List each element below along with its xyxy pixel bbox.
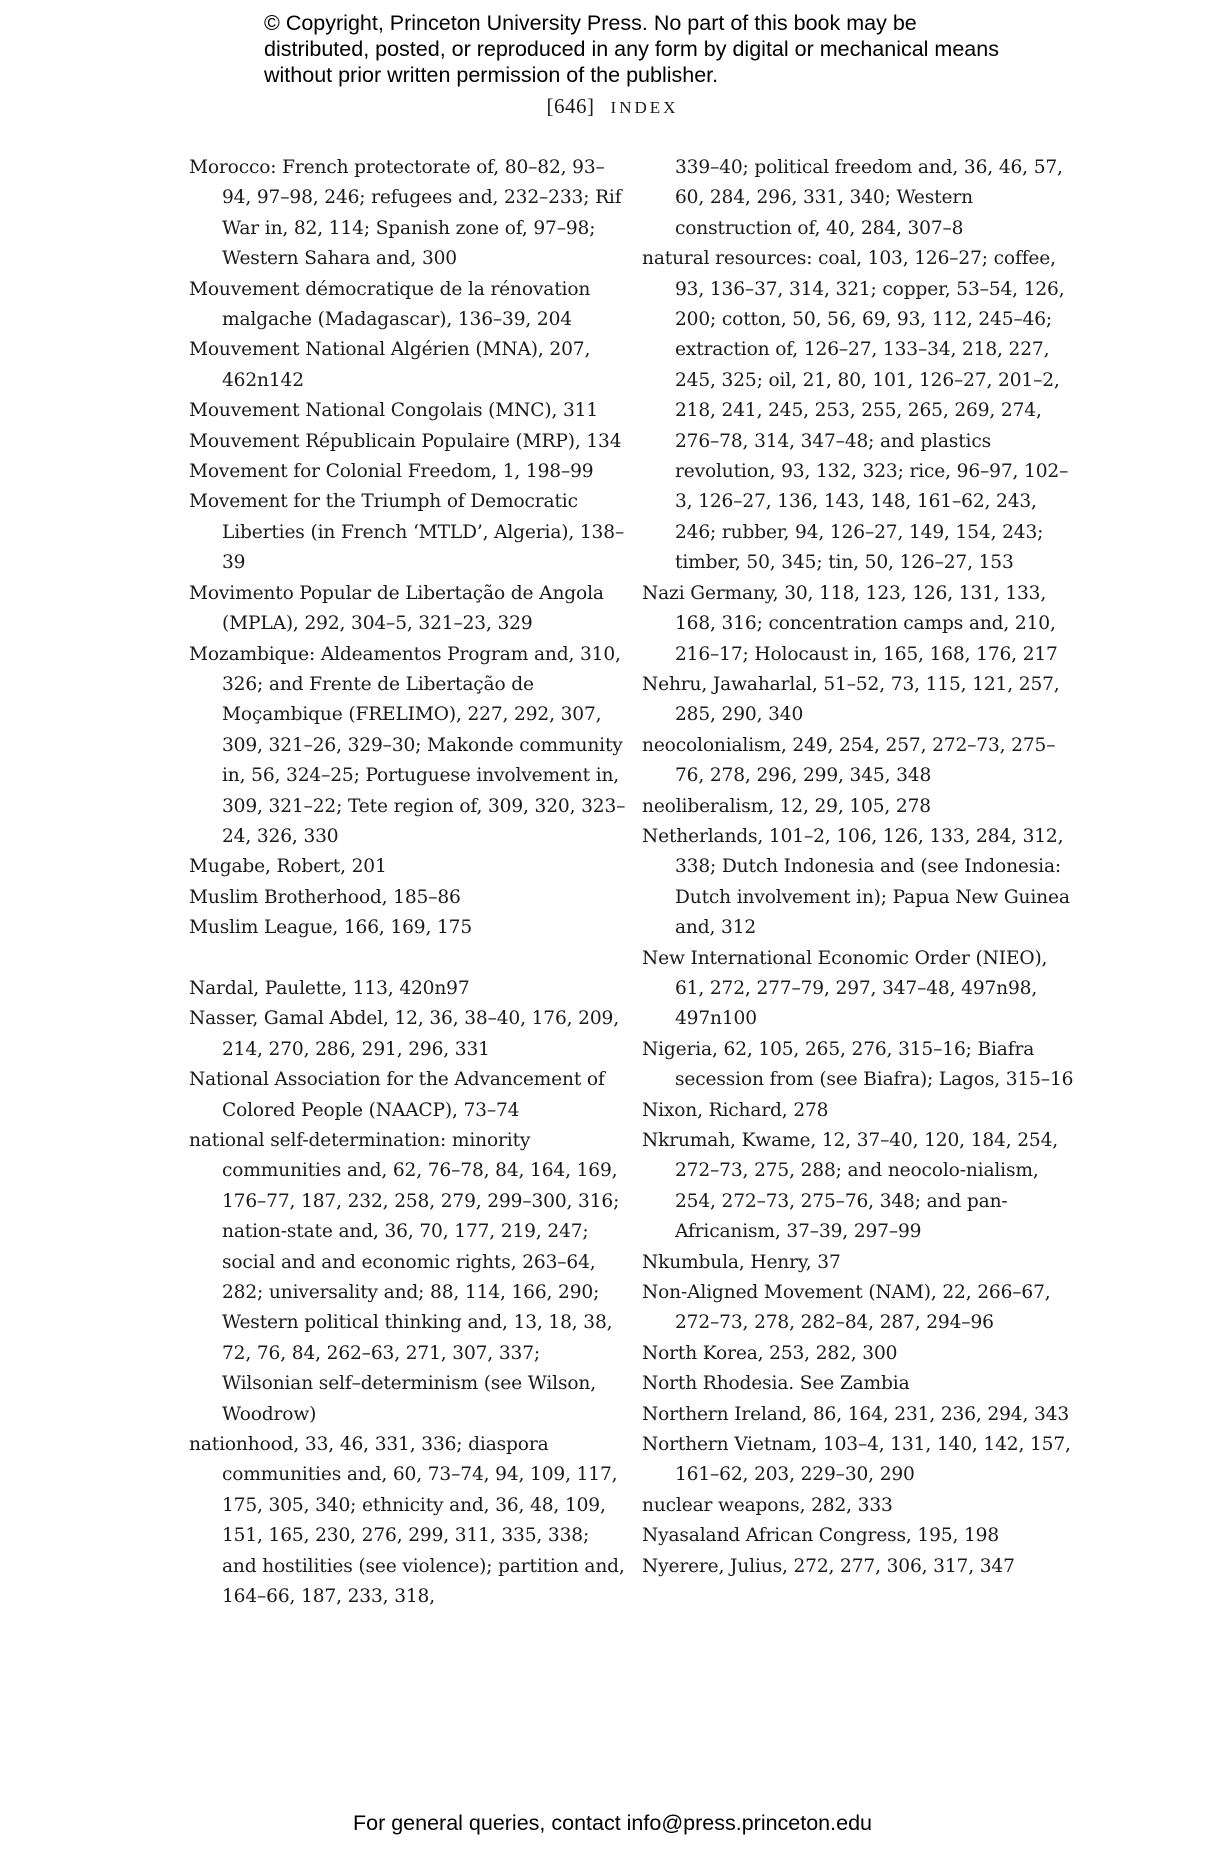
index-entry: Muslim League, 166, 169, 175 [189, 917, 473, 939]
index-entry: Movimento Popular de Libertação de Angola (MPLA), 292, 304–5, 321–23, 329 [189, 582, 604, 635]
index-column-left [189, 153, 629, 1612]
index-entry: Nixon, Richard, 278 [642, 1099, 829, 1121]
index-entry: New International Economic Order (NIEO), 61, 272, 277–79, 297, 347–48, 497n98, 497n100 [642, 947, 1048, 1030]
index-entry: Mugabe, Robert, 201 [189, 856, 387, 878]
page-number: [646] [546, 94, 595, 118]
index-entry: Nkumbula, Henry, 37 [642, 1251, 841, 1273]
index-entry: Nasser, Gamal Abdel, 12, 36, 38–40, 176, 209, 214, 270, 286, 291, 296, 331 [189, 1008, 619, 1060]
index-entry: Mouvement National Algérien (MNA), 207, 462n142 [189, 339, 591, 391]
index-entry: Muslim Brotherhood, 185–86 [189, 886, 461, 908]
index-entry: Nazi Germany, 30, 118, 123, 126, 131, 133, 168, 316; concentration camps and, 210, 216–17; Holocaust in, 165, 168, 176, 217 [642, 582, 1058, 665]
index-entry: Movement for the Triumph of Democratic Liberties (in French ‘MTLD’, Algeria), 138–39 [189, 491, 625, 574]
index-entry: Nkrumah, Kwame, 12, 37–40, 120, 184, 254, 272–73, 275, 288; and neocolo-nialism, 254, 272–73, 275–76, 348; and pan-Africanism, 37–39, 297–99 [642, 1130, 1059, 1243]
index-entry: nationhood, 33, 46, 331, 336; diaspora communities and, 60, 73–74, 94, 109, 117, 175, 305, 340; ethnicity and, 36, 48, 109, 151, 165, 230, 276, 299, 311, 335, 338; and hostilities (see violence); partition and, 164–66, 187, 233, 318, [189, 1434, 625, 1608]
index-entry: Non-Aligned Movement (NAM), 22, 266–67, 272–73, 278, 282–84, 287, 294–96 [642, 1282, 1051, 1334]
index-entry: national self-determination: minority communities and, 62, 76–78, 84, 164, 169, 176–77, 187, 232, 258, 279, 299–300, 316; nation-state and, 36, 70, 177, 219, 247; social and and economic rights, 263–64, 282; universality and; 88, 114, 166, 290; Western political thinking and, 13, 18, 38, 72, 76, 84, 262–63, 271, 307, 337; Wilsonian self–determinism (see Wilson, Woodrow) [189, 1129, 620, 1425]
index-column-right [642, 153, 1082, 1582]
index-entry: natural resources: coal, 103, 126–27; coffee, 93, 136–37, 314, 321; copper, 53–54, 126, 200; cotton, 50, 56, 69, 93, 112, 245–46; extraction of, 126–27, 133–34, 218, 227, 245, 325; oil, 21, 80, 101, 126–27, 201–2, 218, 241, 245, 253, 255, 265, 269, 274, 276–78, 314, 347–48; and plastics revolution, 93, 132, 323; rice, 96–97, 102–3, 126–27, 136, 143, 148, 161–62, 243, 246; rubber, 94, 126–27, 149, 154, 243; timber, 50, 345; tin, 50, 126–27, 153 [642, 248, 1069, 574]
index-entry: Mouvement Républicain Populaire (MRP), 134 [189, 430, 622, 452]
section-title: INDEX [610, 98, 679, 117]
index-entry: Morocco: French protectorate of, 80–82, 93–94, 97–98, 246; refugees and, 232–233; Rif War in, 82, 114; Spanish zone of, 97–98; Western Sahara and, 300 [189, 157, 622, 270]
index-entry: nuclear weapons, 282, 333 [642, 1494, 893, 1516]
index-entry: Movement for Colonial Freedom, 1, 198–99 [189, 461, 594, 483]
running-head [0, 93, 1225, 121]
index-entry: Netherlands, 101–2, 106, 126, 133, 284, 312, 338; Dutch Indonesia and (see Indonesia: Dutch involvement in); Papua New Guinea and, 312 [642, 825, 1070, 939]
index-entry: neoliberalism, 12, 29, 105, 278 [642, 795, 931, 817]
copyright-notice: © Copyright, Princeton University Press. No part of this book may be distributed, posted, or reproduced in any form by digital or mechanical means without prior written permission of the publisher. [264, 11, 999, 87]
index-entry: Mozambique: Aldeamentos Program and, 310, 326; and Frente de Libertação de Moçambique (FRELIMO), 227, 292, 307, 309, 321–26, 329–30; Makonde community in, 56, 324–25; Portuguese involvement in, 309, 321–22; Tete region of, 309, 320, 323–24, 326, 330 [189, 643, 626, 847]
index-entry: Nigeria, 62, 105, 265, 276, 315–16; Biafra secession from (see Biafra); Lagos, 315–16 [642, 1038, 1074, 1091]
index-entry: North Rhodesia. See Zambia [642, 1373, 910, 1395]
index-entry: neocolonialism, 249, 254, 257, 272–73, 275–76, 278, 296, 299, 345, 348 [642, 734, 1056, 787]
index-entry: Northern Ireland, 86, 164, 231, 236, 294, 343 [642, 1403, 1070, 1425]
index-entry: Nardal, Paulette, 113, 420n97 [189, 977, 470, 999]
index-entry: Mouvement démocratique de la rénovation malgache (Madagascar), 136–39, 204 [189, 278, 591, 331]
index-entry: Nehru, Jawaharlal, 51–52, 73, 115, 121, 257, 285, 290, 340 [642, 673, 1060, 726]
index-entry: Mouvement National Congolais (MNC), 311 [189, 400, 599, 422]
index-entry: Northern Vietnam, 103–4, 131, 140, 142, 157, 161–62, 203, 229–30, 290 [642, 1434, 1071, 1486]
index-entry: National Association for the Advancement of Colored People (NAACP), 73–74 [189, 1069, 605, 1121]
footer-contact: For general queries, contact info@press.princeton.edu [352, 1811, 872, 1835]
letter-group-spacer [189, 944, 629, 974]
index-entry: North Korea, 253, 282, 300 [642, 1342, 898, 1364]
index-entry-continued: 339–40; political freedom and, 36, 46, 57, 60, 284, 296, 331, 340; Western construction of, 40, 284, 307–8 [675, 157, 1063, 239]
index-entry: Nyasaland African Congress, 195, 198 [642, 1525, 1000, 1547]
index-entry: Nyerere, Julius, 272, 277, 306, 317, 347 [642, 1555, 1015, 1577]
